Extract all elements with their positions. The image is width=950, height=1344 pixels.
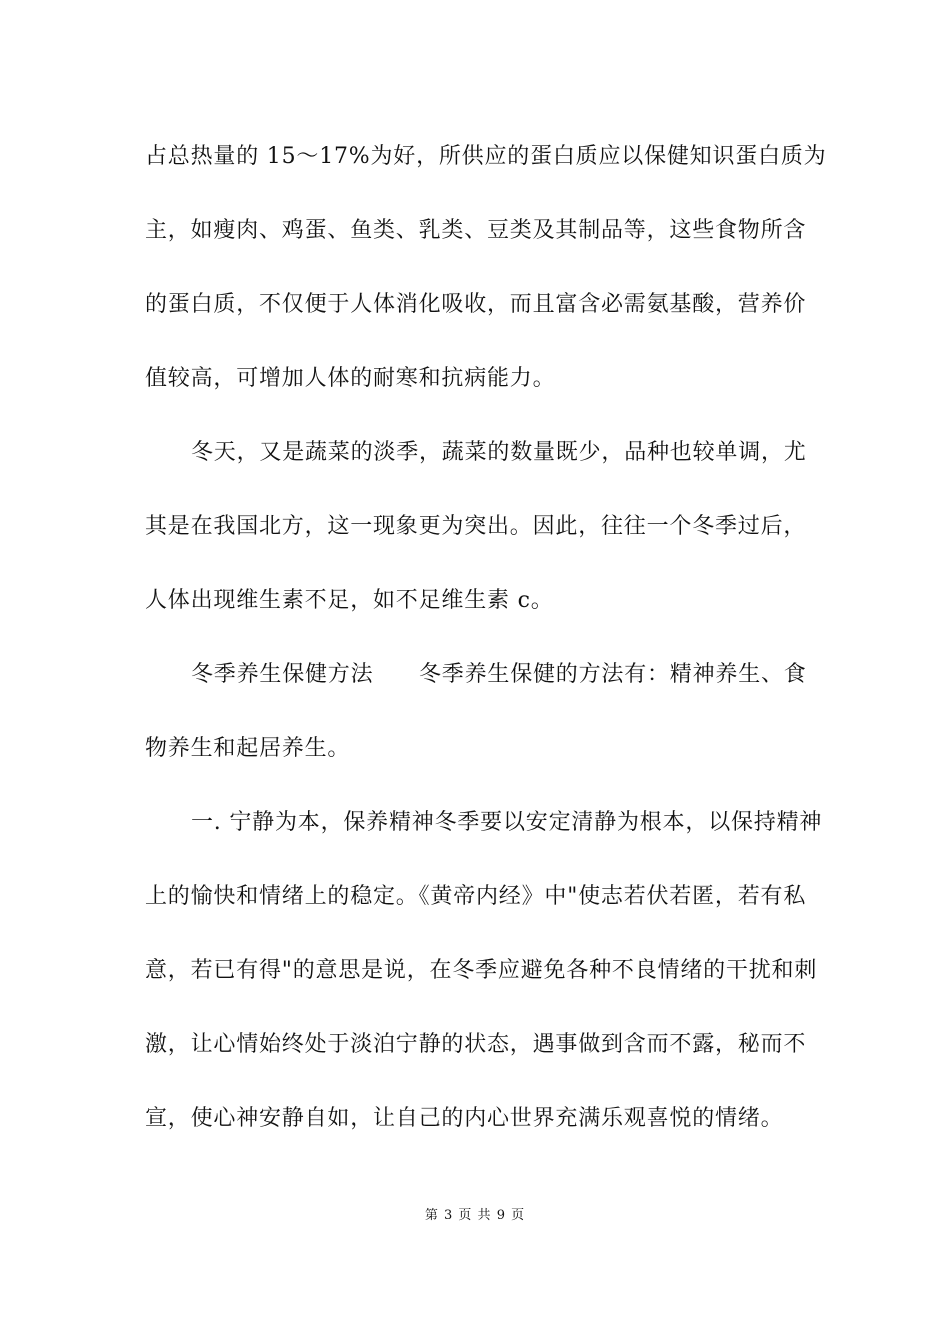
text-line-12: 意，若已有得"的意思是说，在冬季应避免各种不良情绪的干扰和刺 [145,958,818,983]
text-line-3: 的蛋白质，不仅便于人体消化吸收，而且富含必需氨基酸，营养价 [145,292,807,317]
text-line-13: 激，让心情始终处于淡泊宁静的状态，遇事做到含而不露，秘而不 [145,1032,807,1057]
text-line-8: 冬季养生保健方法 冬季养生保健的方法有：精神养生、食 [191,662,807,687]
text-line-2: 主，如瘦肉、鸡蛋、鱼类、乳类、豆类及其制品等，这些食物所含 [145,218,807,243]
text-line-4: 值较高，可增加人体的耐寒和抗病能力。 [145,366,556,391]
text-line-10: 一. 宁静为本，保养精神冬季要以安定清静为根本，以保持精神 [191,810,823,835]
text-line-5: 冬天，又是蔬菜的淡季，蔬菜的数量既少，品种也较单调，尤 [191,440,807,465]
text-line-11: 上的愉快和情绪上的稳定。《黄帝内经》中"使志若伏若匿，若有私 [145,884,807,909]
text-line-6: 其是在我国北方，这一现象更为突出。因此，往往一个冬季过后， [145,514,807,539]
text-line-14: 宣，使心神安静自如，让自己的内心世界充满乐观喜悦的情绪。 [145,1106,784,1131]
text-line-1: 占总热量的 15～17%为好，所供应的蛋白质应以保健知识蛋白质为 [145,144,827,169]
text-line-7: 人体出现维生素不足，如不足维生素 c。 [145,588,554,613]
text-line-9: 物养生和起居养生。 [145,736,351,761]
page-footer: 第 3 页 共 9 页 [424,1208,526,1223]
